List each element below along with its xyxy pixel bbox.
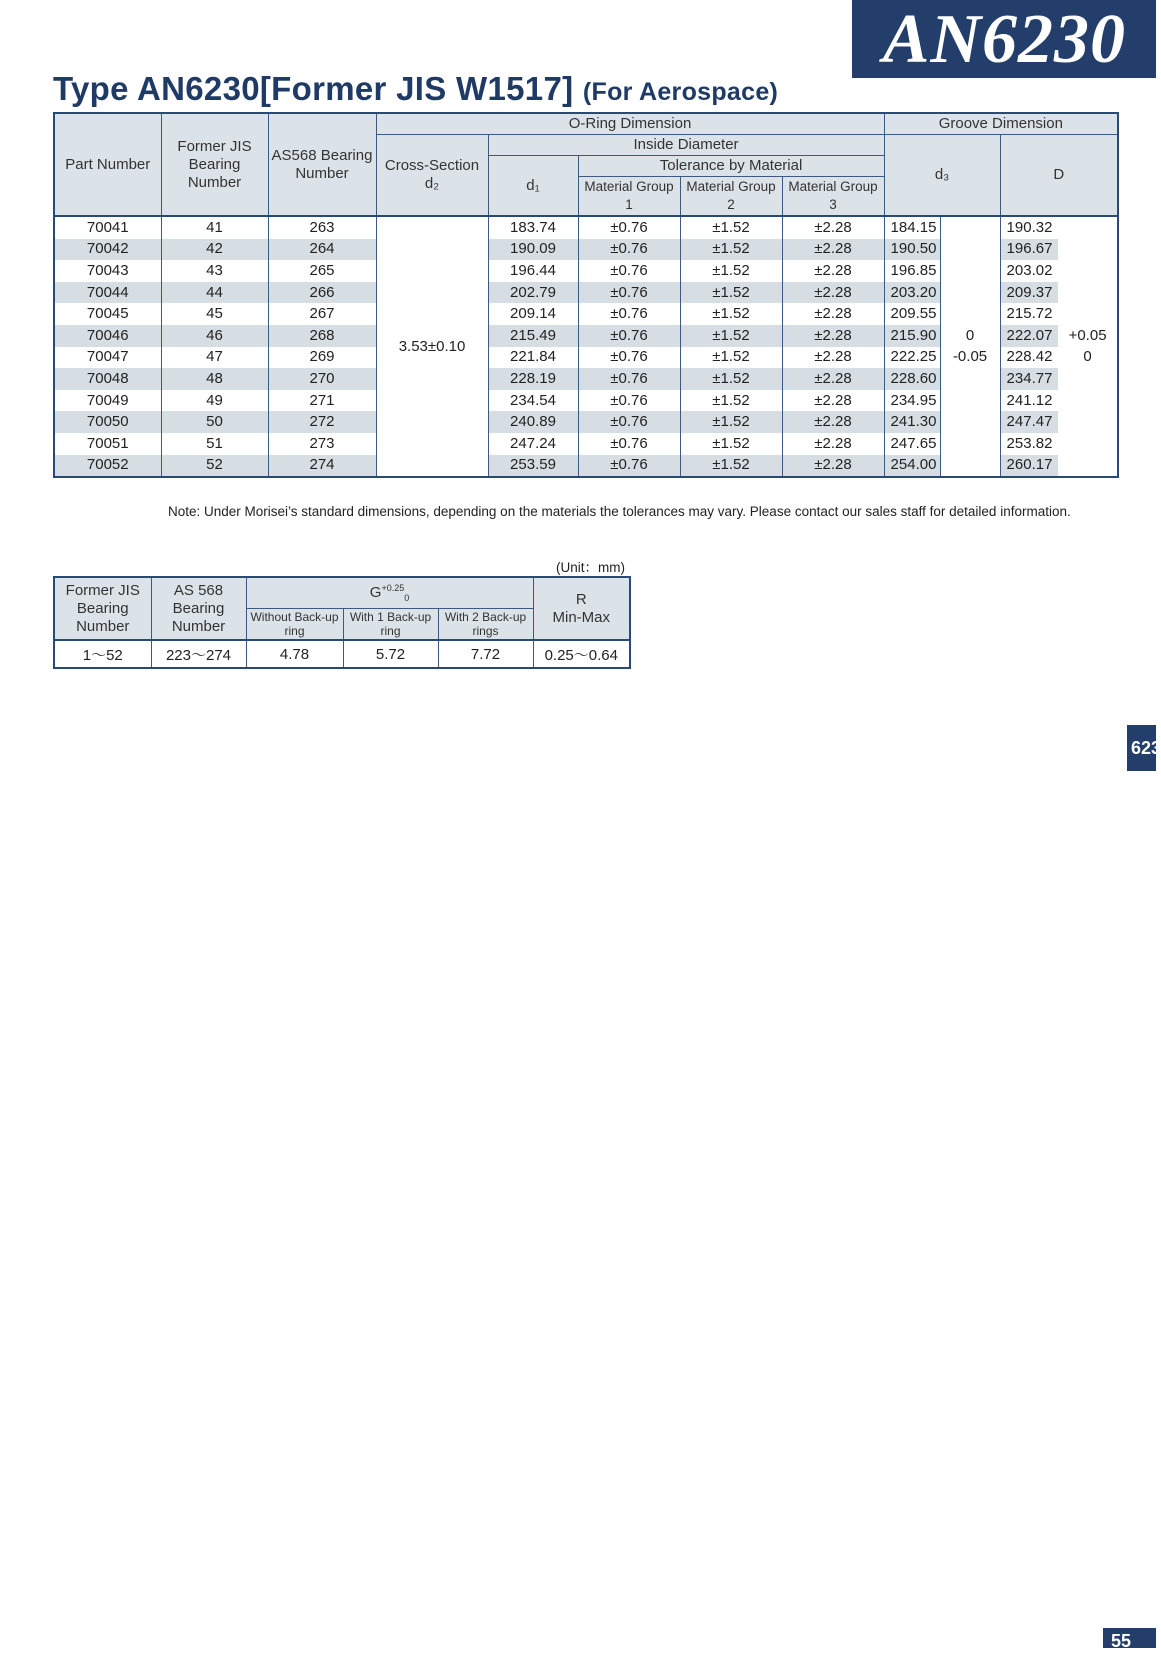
header-d1: d₁ (488, 156, 578, 217)
page-number: 55 (1103, 1628, 1156, 1648)
cell-D-tolerance (1058, 282, 1118, 304)
cell-with-1-backup: 5.72 (343, 640, 438, 668)
cell-d3: 196.85 (884, 260, 940, 282)
cell-part-number: 70052 (54, 455, 161, 478)
cell-as568: 269 (268, 347, 376, 369)
cell-d3-tolerance (940, 282, 1000, 304)
cell-as568: 268 (268, 325, 376, 347)
cell-tol-group-3: ±2.28 (782, 455, 884, 478)
cell-d3-tolerance (940, 390, 1000, 412)
cell-part-number: 70042 (54, 239, 161, 261)
cell-d1: 209.14 (488, 303, 578, 325)
cell-tol-group-2: ±1.52 (680, 303, 782, 325)
cell-D: 203.02 (1000, 260, 1058, 282)
cell-d3: 247.65 (884, 433, 940, 455)
table-row (54, 390, 1118, 412)
cell-d1: 202.79 (488, 282, 578, 304)
cell-d1: 253.59 (488, 455, 578, 478)
cell-as568: 266 (268, 282, 376, 304)
table-row (54, 303, 1118, 325)
title-subtitle: (For Aerospace) (582, 78, 779, 106)
groove-width-row (54, 640, 630, 668)
cell-tol-group-2: ±1.52 (680, 455, 782, 478)
table-row (54, 239, 1118, 261)
cell-d3: 234.95 (884, 390, 940, 412)
table-row (54, 347, 1118, 369)
cell-D: 209.37 (1000, 282, 1058, 304)
header-tolerance-by-material: Tolerance by Material (578, 156, 884, 177)
cell-former-jis: 50 (161, 411, 268, 433)
cell-as568: 267 (268, 303, 376, 325)
cell-as568: 273 (268, 433, 376, 455)
cell-former-jis: 44 (161, 282, 268, 304)
cell-D: 196.67 (1000, 239, 1058, 261)
section-tab: 623 (1127, 725, 1156, 771)
cell-as568: 272 (268, 411, 376, 433)
cell-tol-group-2: ±1.52 (680, 433, 782, 455)
cell-former-jis: 42 (161, 239, 268, 261)
cell-tol-group-3: ±2.28 (782, 433, 884, 455)
cell-d3-tolerance (940, 455, 1000, 478)
cell-part-number: 70045 (54, 303, 161, 325)
cell-d1: 234.54 (488, 390, 578, 412)
cell-tol-group-1: ±0.76 (578, 303, 680, 325)
cross-section-label: Cross-Section (384, 157, 480, 174)
g-symbol: G (369, 584, 382, 601)
cell-tol-group-3: ±2.28 (782, 411, 884, 433)
cell-tol-group-1: ±0.76 (578, 260, 680, 282)
cell-D: 260.17 (1000, 455, 1058, 478)
title-main: Type AN6230[Former JIS W1517] (53, 70, 574, 107)
cell-d1: 183.74 (488, 216, 578, 239)
cell-tol-group-1: ±0.76 (578, 433, 680, 455)
cell-tol-group-3: ±2.28 (782, 282, 884, 304)
table-row (54, 282, 1118, 304)
header-D: D (1000, 135, 1118, 217)
cell-part-number: 70048 (54, 368, 161, 390)
cell-tol-group-2: ±1.52 (680, 368, 782, 390)
cell-former-jis: 46 (161, 325, 268, 347)
cell-d3: 215.90 (884, 325, 940, 347)
cell-as568: 263 (268, 216, 376, 239)
cell-D: 253.82 (1000, 433, 1058, 455)
header-part-number: Part Number (54, 113, 161, 216)
cell-d3-tolerance (940, 239, 1000, 261)
cell-tol-group-2: ±1.52 (680, 411, 782, 433)
cell-D-tolerance (1058, 216, 1118, 239)
cell-tol-group-3: ±2.28 (782, 260, 884, 282)
cell-tol-group-1: ±0.76 (578, 325, 680, 347)
cell-d3: 228.60 (884, 368, 940, 390)
small-header-g (246, 577, 533, 609)
cell-tol-group-1: ±0.76 (578, 368, 680, 390)
cell-as568: 274 (268, 455, 376, 478)
cell-former-jis: 43 (161, 260, 268, 282)
cell-d1: 240.89 (488, 411, 578, 433)
cell-d3: 254.00 (884, 455, 940, 478)
cell-D: 234.77 (1000, 368, 1058, 390)
cell-part-number: 70041 (54, 216, 161, 239)
cell-d3: 190.50 (884, 239, 940, 261)
cross-section-value: 3.53±0.10 (398, 337, 466, 355)
cell-tol-group-3: ±2.28 (782, 325, 884, 347)
cell-former-jis: 52 (161, 455, 268, 478)
cell-d3-tolerance (940, 216, 1000, 239)
cell-part-number: 70044 (54, 282, 161, 304)
cell-tol-group-2: ±1.52 (680, 325, 782, 347)
cell-D-tolerance (1058, 390, 1118, 412)
cell-D-tolerance: +0.05 (1058, 325, 1118, 347)
cell-D-tolerance: 0 (1058, 347, 1118, 369)
cell-D-tolerance (1058, 433, 1118, 455)
cell-tol-group-1: ±0.76 (578, 390, 680, 412)
cell-D-tolerance (1058, 455, 1118, 478)
minmax-label: Min-Max (552, 608, 611, 626)
cell-D: 241.12 (1000, 390, 1058, 412)
small-header-with-1-backup: With 1 Back-up ring (343, 609, 438, 641)
small-header-as568: AS 568 Bearing Number (151, 577, 246, 640)
cell-d3-tolerance (940, 260, 1000, 282)
header-as568: AS568 Bearing Number (268, 113, 376, 216)
g-lower-tolerance: 0 (404, 593, 410, 603)
cell-tol-group-2: ±1.52 (680, 282, 782, 304)
header-cross-section (376, 135, 488, 217)
cell-tol-group-3: ±2.28 (782, 390, 884, 412)
cell-D: 222.07 (1000, 325, 1058, 347)
header-d3: d₃ (884, 135, 1000, 217)
cell-r-minmax: 0.25～0.64 (533, 640, 630, 668)
groove-width-table (53, 576, 631, 669)
cell-D-tolerance (1058, 260, 1118, 282)
cell-tol-group-1: ±0.76 (578, 282, 680, 304)
cell-jis-range: 1～52 (54, 640, 151, 668)
cell-D-tolerance (1058, 411, 1118, 433)
cell-D: 228.42 (1000, 347, 1058, 369)
cell-d1: 228.19 (488, 368, 578, 390)
cell-D-tolerance (1058, 303, 1118, 325)
brand-banner: AN6230 (852, 0, 1156, 78)
table-row (54, 455, 1118, 478)
header-groove-dimension: Groove Dimension (884, 113, 1118, 135)
cell-d3: 203.20 (884, 282, 940, 304)
cell-D: 215.72 (1000, 303, 1058, 325)
small-header-former-jis: Former JIS Bearing Number (54, 577, 151, 640)
dimension-table (53, 112, 1119, 478)
cell-tol-group-1: ±0.76 (578, 216, 680, 239)
cell-without-backup: 4.78 (246, 640, 343, 668)
cell-tol-group-3: ±2.28 (782, 216, 884, 239)
cell-former-jis: 47 (161, 347, 268, 369)
header-inside-diameter: Inside Diameter (488, 135, 884, 156)
header-oring-dimension: O-Ring Dimension (376, 113, 884, 135)
table-row (54, 411, 1118, 433)
dimension-table-body (54, 216, 1118, 477)
cell-D: 190.32 (1000, 216, 1058, 239)
cell-as568: 265 (268, 260, 376, 282)
cell-part-number: 70051 (54, 433, 161, 455)
r-label: R (575, 590, 587, 608)
small-header-without-backup: Without Back-up ring (246, 609, 343, 641)
cell-d3-tolerance: 0 (940, 325, 1000, 347)
cell-tol-group-2: ±1.52 (680, 347, 782, 369)
cell-former-jis: 51 (161, 433, 268, 455)
cell-tol-group-1: ±0.76 (578, 455, 680, 478)
cell-part-number: 70046 (54, 325, 161, 347)
header-former-jis: Former JIS Bearing Number (161, 113, 268, 216)
cell-d1: 215.49 (488, 325, 578, 347)
cell-former-jis: 49 (161, 390, 268, 412)
small-header-r (533, 577, 630, 640)
cell-with-2-backup: 7.72 (438, 640, 533, 668)
cell-d3-tolerance (940, 368, 1000, 390)
cell-tol-group-2: ±1.52 (680, 390, 782, 412)
cell-tol-group-2: ±1.52 (680, 260, 782, 282)
g-upper-tolerance: +0.25 (381, 583, 405, 593)
note-text: Note: Under Morisei’s standard dimensions, depending on the materials the tolerances may vary. Please contact our sales staff for detailed information. (168, 504, 1071, 519)
cell-d3: 209.55 (884, 303, 940, 325)
table-row (54, 433, 1118, 455)
cell-d3: 241.30 (884, 411, 940, 433)
cell-d3: 184.15 (884, 216, 940, 239)
header-material-group-3: Material Group 3 (782, 177, 884, 217)
table-row (54, 260, 1118, 282)
cell-d3-tolerance (940, 303, 1000, 325)
unit-label: (Unit：mm) (556, 560, 625, 575)
cell-as568: 270 (268, 368, 376, 390)
cell-tol-group-3: ±2.28 (782, 303, 884, 325)
d2-label: d₂ (424, 175, 440, 192)
cell-d1: 196.44 (488, 260, 578, 282)
cell-d1: 247.24 (488, 433, 578, 455)
header-material-group-2: Material Group 2 (680, 177, 782, 217)
header-material-group-1: Material Group 1 (578, 177, 680, 217)
cell-former-jis: 41 (161, 216, 268, 239)
cell-d3-tolerance (940, 433, 1000, 455)
cell-d1: 190.09 (488, 239, 578, 261)
page-title (53, 70, 778, 108)
cell-tol-group-1: ±0.76 (578, 411, 680, 433)
cell-as568: 271 (268, 390, 376, 412)
table-row (54, 216, 1118, 239)
cell-tol-group-3: ±2.28 (782, 239, 884, 261)
cell-D-tolerance (1058, 239, 1118, 261)
cell-part-number: 70043 (54, 260, 161, 282)
cell-D: 247.47 (1000, 411, 1058, 433)
table-row (54, 368, 1118, 390)
cell-former-jis: 48 (161, 368, 268, 390)
cell-as568: 264 (268, 239, 376, 261)
cell-part-number: 70047 (54, 347, 161, 369)
cell-former-jis: 45 (161, 303, 268, 325)
cell-d1: 221.84 (488, 347, 578, 369)
cell-d3: 222.25 (884, 347, 940, 369)
cell-as568-range: 223～274 (151, 640, 246, 668)
cell-part-number: 70050 (54, 411, 161, 433)
cell-tol-group-3: ±2.28 (782, 347, 884, 369)
cell-tol-group-2: ±1.52 (680, 216, 782, 239)
cell-d3-tolerance (940, 411, 1000, 433)
cell-tol-group-3: ±2.28 (782, 368, 884, 390)
cell-tol-group-1: ±0.76 (578, 239, 680, 261)
cell-cross-section (376, 216, 488, 477)
cell-tol-group-1: ±0.76 (578, 347, 680, 369)
cell-tol-group-2: ±1.52 (680, 239, 782, 261)
cell-d3-tolerance: -0.05 (940, 347, 1000, 369)
table-row (54, 325, 1118, 347)
small-header-with-2-backup: With 2 Back-up rings (438, 609, 533, 641)
cell-part-number: 70049 (54, 390, 161, 412)
cell-D-tolerance (1058, 368, 1118, 390)
